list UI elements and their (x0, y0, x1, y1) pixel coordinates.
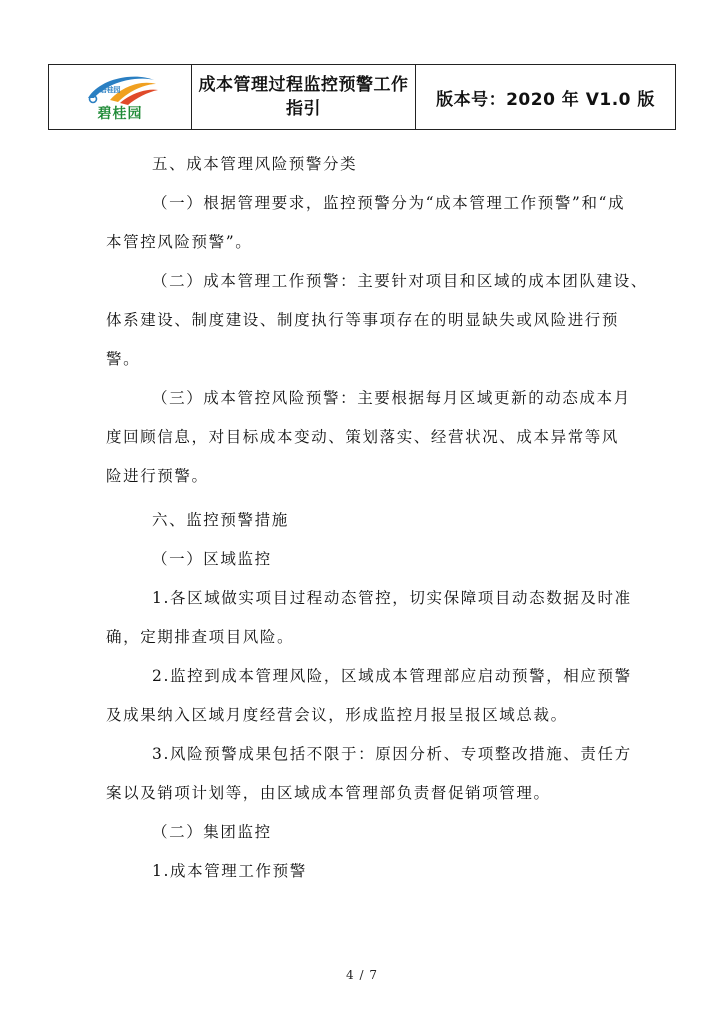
paragraph-line: （二）成本管理工作预警：主要针对项目和区域的成本团队建设、 (152, 272, 648, 290)
document-title-line-2: 指引 (286, 99, 321, 119)
paragraph-line: 1.各区域做实项目过程动态管控，切实保障项目动态数据及时准 (152, 589, 632, 607)
section-heading: 六、监控预警措施 (152, 511, 289, 529)
paragraph-line: 及成果纳入区域月度经营会议，形成监控月报呈报区域总裁。 (106, 706, 568, 724)
paragraph-line: 险进行预警。 (106, 467, 209, 485)
logo-small-text: 碧桂园 (100, 86, 121, 94)
document-title-cell (192, 65, 416, 129)
subsection-heading: （二）集团监控 (152, 823, 272, 841)
version-cell (416, 65, 675, 129)
version-label: 版本号：2020 年 V1.0 版 (436, 89, 655, 110)
paragraph-line: （一）根据管理要求，监控预警分为“成本管理工作预警”和“成 (152, 194, 626, 212)
document-header-table (48, 64, 676, 130)
paragraph-line: 3.风险预警成果包括不限于：原因分析、专项整改措施、责任方 (152, 745, 632, 763)
subsection-heading: （一）区域监控 (152, 550, 272, 568)
paragraph-line: 本管控风险预警”。 (106, 233, 253, 251)
paragraph-line: 2.监控到成本管理风险，区域成本管理部应启动预警，相应预警 (152, 667, 632, 685)
paragraph-line: 1.成本管理工作预警 (152, 862, 307, 880)
paragraph-line: 警。 (106, 350, 141, 368)
document-title-line-1: 成本管理过程监控预警工作 (198, 75, 409, 95)
company-logo (80, 70, 160, 124)
paragraph-line: 度回顾信息，对目标成本变动、策划落实、经营状况、成本异常等风 (106, 428, 620, 446)
logo-cell (49, 65, 192, 129)
paragraph-line: （三）成本管控风险预警：主要根据每月区域更新的动态成本月 (152, 389, 631, 407)
logo-name: 碧桂园 (97, 106, 143, 122)
paragraph-line: 确，定期排查项目风险。 (106, 628, 295, 646)
paragraph-line: 案以及销项计划等，由区域成本管理部负责督促销项管理。 (106, 784, 551, 802)
paragraph-line: 体系建设、制度建设、制度执行等事项存在的明显缺失或风险进行预 (106, 311, 620, 329)
page-number: 4 / 7 (346, 968, 378, 982)
section-heading: 五、成本管理风险预警分类 (152, 155, 358, 173)
